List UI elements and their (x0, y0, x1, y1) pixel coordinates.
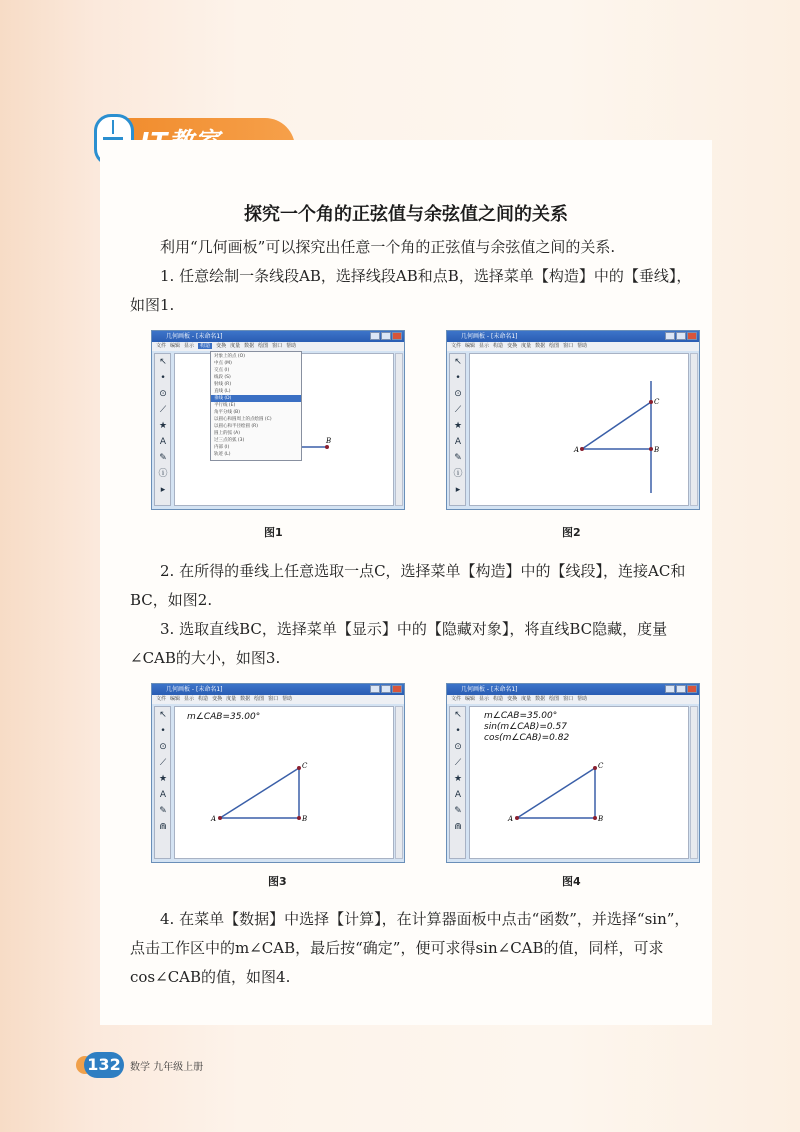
window-titlebar: 几何画板 - [未命名1] (152, 331, 404, 342)
menu-item[interactable]: 度量 (230, 343, 241, 349)
segment-ac (220, 768, 299, 818)
figure-2-caption: 图2 (562, 526, 581, 539)
straightedge-tool-icon[interactable]: ⟋ (454, 405, 462, 415)
menu-item[interactable]: 文件 (451, 343, 462, 349)
figure-2-window (446, 330, 700, 510)
menu-item[interactable]: 显示 (184, 343, 195, 349)
label-c: C (598, 762, 604, 770)
compass-tool-icon[interactable]: ⊙ (454, 389, 462, 399)
point-c[interactable] (593, 766, 597, 770)
menu-item[interactable]: 编辑 (465, 343, 476, 349)
menu-item[interactable]: 显示 (479, 343, 490, 349)
custom-tool-icon[interactable]: ▸ (455, 485, 461, 495)
segment-ac (582, 402, 651, 449)
window-titlebar: 几何画板 - [未命名1] (447, 684, 699, 695)
custom-tool-icon[interactable]: ⋒ (159, 822, 167, 832)
point-c[interactable] (297, 766, 301, 770)
menu-item[interactable]: 窗口 (272, 343, 283, 349)
segment-ac (517, 768, 595, 818)
menu-item[interactable]: 窗口 (268, 696, 279, 702)
marker-tool-icon[interactable]: ✎ (454, 806, 462, 816)
label-b: B (326, 437, 332, 445)
menu-item[interactable]: 编辑 (170, 343, 181, 349)
point-c[interactable] (649, 400, 653, 404)
marker-tool-icon[interactable]: ✎ (159, 453, 167, 463)
text-tool-icon[interactable]: A (454, 437, 462, 447)
polygon-tool-icon[interactable]: ★ (158, 421, 168, 431)
point-tool-icon[interactable]: • (455, 726, 461, 736)
construct-dropdown-menu (210, 351, 302, 461)
menu-item[interactable]: 编辑 (465, 696, 476, 702)
page-title: 探究一个角的正弦值与余弦值之间的关系 (244, 204, 568, 225)
step-1-paragraph: 1. 任意绘制一条线段AB，选择线段AB和点B，选择菜单【构造】中的【垂线】，如图1. (130, 267, 692, 314)
compass-tool-icon[interactable]: ⊙ (159, 389, 167, 399)
menu-item[interactable]: 度量 (521, 696, 532, 702)
dropdown-menu-item[interactable]: 轨迹 (L) (214, 452, 231, 457)
point-tool-icon[interactable]: • (455, 373, 461, 383)
menu-item[interactable]: 数据 (240, 696, 251, 702)
menu-item[interactable]: 帮助 (286, 343, 297, 349)
dropdown-menu-item[interactable]: 中点 (M) (214, 361, 232, 366)
dropdown-menu-item[interactable]: 以圆心和半径绘圆 (R) (214, 424, 259, 429)
step-4-paragraph: 4. 在菜单【数据】中选择【计算】，在计算器面板中点击“函数”，并选择“sin”，点击工作区中的m∠CAB，最后按“确定”，便可求得sin∠CAB的值，同样，可求cos∠CAB的值，如图4. (130, 910, 690, 986)
figure-3-caption: 图3 (268, 875, 287, 888)
menu-item[interactable]: 数据 (244, 343, 255, 349)
compass-tool-icon[interactable]: ⊙ (159, 742, 167, 752)
menu-item[interactable]: 变换 (212, 696, 223, 702)
menu-item[interactable]: 数据 (535, 343, 546, 349)
label-b: B (302, 815, 308, 823)
menu-item[interactable]: 显示 (479, 696, 490, 702)
text-tool-icon[interactable]: A (159, 790, 167, 800)
cosine-calculation[interactable]: cos(m∠CAB)=0.82 (484, 733, 570, 743)
label-c: C (654, 398, 660, 406)
menu-item[interactable]: 窗口 (563, 343, 574, 349)
polygon-tool-icon[interactable]: ★ (453, 774, 463, 784)
compass-tool-icon[interactable]: ⊙ (454, 742, 462, 752)
step-2-paragraph: 2. 在所得的垂线上任意选取一点C，选择菜单【构造】中的【线段】，连接AC和BC，如图2. (130, 562, 686, 609)
menu-item[interactable]: 构造 (493, 343, 504, 349)
dropdown-menu-item[interactable]: 平行线 (E) (214, 403, 236, 408)
text-tool-icon[interactable]: A (159, 437, 167, 447)
custom-tool-icon[interactable]: ⋒ (454, 822, 462, 832)
figure-1-window (151, 330, 405, 510)
menu-item[interactable]: 文件 (156, 343, 167, 349)
figure-2-drawing (447, 331, 701, 511)
menu-item[interactable]: 构造 (493, 696, 504, 702)
menu-item[interactable]: 变换 (507, 696, 518, 702)
dropdown-menu-item[interactable]: 直线 (L) (214, 389, 231, 394)
menu-item[interactable]: 文件 (451, 696, 462, 702)
point-b[interactable] (297, 816, 301, 820)
point-a[interactable] (580, 447, 584, 451)
text-tool-icon[interactable]: A (454, 790, 462, 800)
dropdown-menu-item[interactable]: 交点 (I) (214, 368, 230, 373)
dropdown-menu-item[interactable]: 射线 (R) (214, 382, 232, 387)
point-tool-icon[interactable]: • (160, 726, 166, 736)
arrow-tool-icon[interactable]: ↖ (159, 710, 167, 720)
arrow-tool-icon[interactable]: ↖ (454, 357, 462, 367)
sine-calculation[interactable]: sin(m∠CAB)=0.57 (484, 722, 567, 732)
straightedge-tool-icon[interactable]: ⟋ (159, 758, 167, 768)
angle-measurement[interactable]: m∠CAB=35.00° (187, 712, 261, 722)
dropdown-menu-item[interactable]: 内部 (I) (214, 445, 230, 450)
step-3-paragraph: 3. 选取直线BC，选择菜单【显示】中的【隐藏对象】，将直线BC隐藏，度量∠CAB的大小，如图3. (130, 620, 668, 667)
label-a: A (211, 815, 217, 823)
dropdown-menu-item[interactable]: 垂线 (D) (211, 395, 301, 402)
menu-item[interactable]: 变换 (507, 343, 518, 349)
info-tool-icon[interactable]: ⓘ (158, 469, 168, 479)
point-a[interactable] (218, 816, 222, 820)
polygon-tool-icon[interactable]: ★ (453, 421, 463, 431)
marker-tool-icon[interactable]: ✎ (454, 453, 462, 463)
point-b[interactable] (325, 445, 329, 449)
figure-4-drawing (447, 684, 701, 864)
menu-item[interactable]: 绘图 (549, 696, 560, 702)
window-titlebar: 几何画板 - [未命名1] (152, 684, 404, 695)
menu-item[interactable]: 构造 (200, 343, 211, 349)
book-title: 数学 九年级上册 (130, 1062, 204, 1073)
menu-item[interactable]: 显示 (184, 696, 195, 702)
menu-item[interactable]: 构造 (198, 696, 209, 702)
menu-item[interactable]: 帮助 (282, 696, 293, 702)
label-b: B (598, 815, 604, 823)
menu-item[interactable]: 帮助 (577, 696, 588, 702)
menu-item[interactable]: 窗口 (563, 696, 574, 702)
straightedge-tool-icon[interactable]: ⟋ (454, 758, 462, 768)
figure-3-window (151, 683, 405, 863)
menu-item[interactable]: 帮助 (577, 343, 588, 349)
menu-item[interactable]: 绘图 (549, 343, 560, 349)
straightedge-tool-icon[interactable]: ⟋ (159, 405, 167, 415)
figure-4-caption: 图4 (562, 875, 581, 888)
menu-item[interactable]: 绘图 (258, 343, 269, 349)
point-tool-icon[interactable]: • (160, 373, 166, 383)
menu-item[interactable]: 数据 (535, 696, 546, 702)
menu-item[interactable]: 绘图 (254, 696, 265, 702)
dropdown-menu-item[interactable]: 过三点的弧 (3) (214, 438, 245, 443)
point-a[interactable] (515, 816, 519, 820)
menu-item[interactable]: 度量 (521, 343, 532, 349)
custom-tool-icon[interactable]: ▸ (160, 485, 166, 495)
menu-item[interactable]: 度量 (226, 696, 237, 702)
arrow-tool-icon[interactable]: ↖ (159, 357, 167, 367)
info-tool-icon[interactable]: ⓘ (453, 469, 463, 479)
angle-measurement[interactable]: m∠CAB=35.00° (484, 711, 558, 721)
label-a: A (508, 815, 514, 823)
dropdown-menu-item[interactable]: 角平分线 (B) (214, 410, 241, 415)
marker-tool-icon[interactable]: ✎ (159, 806, 167, 816)
label-c: C (302, 762, 308, 770)
menu-item[interactable]: 变换 (216, 343, 227, 349)
dropdown-menu-item[interactable]: 圆上的弧 (A) (214, 431, 241, 436)
label-a: A (574, 446, 580, 454)
figure-1-caption: 图1 (264, 526, 283, 539)
menu-item[interactable]: 编辑 (170, 696, 181, 702)
window-titlebar: 几何画板 - [未命名1] (447, 331, 699, 342)
polygon-tool-icon[interactable]: ★ (158, 774, 168, 784)
figure-4-window (446, 683, 700, 863)
arrow-tool-icon[interactable]: ↖ (454, 710, 462, 720)
page-number: 132 (84, 1052, 124, 1078)
dropdown-menu-item[interactable]: 以圆心和圆周上的点绘圆 (C) (214, 417, 272, 422)
point-b[interactable] (649, 447, 653, 451)
label-b: B (654, 446, 660, 454)
figure-3-drawing (152, 684, 406, 864)
point-b[interactable] (593, 816, 597, 820)
dropdown-menu-item[interactable]: 线段 (S) (214, 375, 231, 380)
intro-paragraph: 利用“几何画板”可以探究出任意一个角的正弦值与余弦值之间的关系. (160, 238, 616, 256)
menu-item[interactable]: 文件 (156, 696, 167, 702)
dropdown-menu-item[interactable]: 对象上的点 (O) (214, 354, 245, 359)
